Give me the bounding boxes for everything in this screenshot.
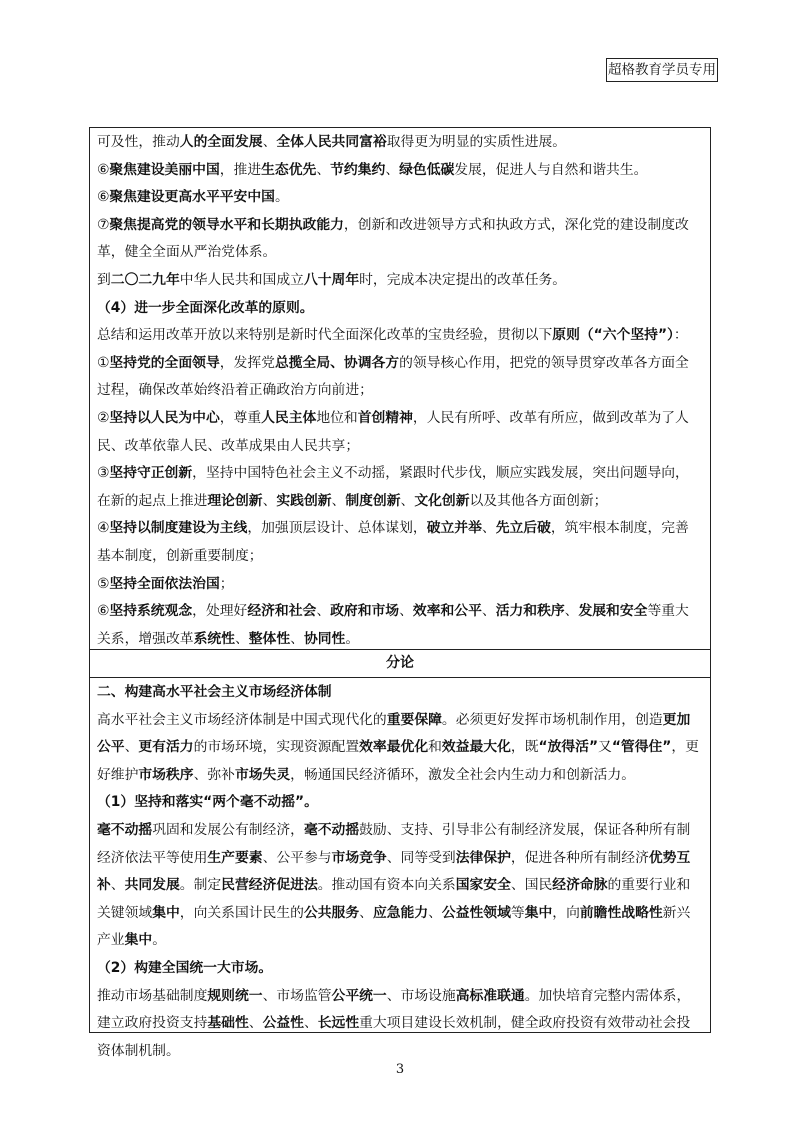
body-text: ，处理好 xyxy=(192,603,248,620)
body-text: 和 xyxy=(428,739,442,756)
body-text: 。推动国有资本向关系 xyxy=(317,877,456,894)
body-text: 的重要行业和关键领域 xyxy=(97,877,691,921)
emphasis-text: 更有活力 xyxy=(138,739,194,756)
emphasis-text: 坚持全面依法治国 xyxy=(109,575,220,592)
document-stamp: 超格教育学员专用 xyxy=(606,58,718,82)
body-text: 、 xyxy=(234,630,249,647)
emphasis-text: 生产要素 xyxy=(207,849,263,866)
body-text: ，坚持中国特色社会主义不动摇，紧跟时代步伐，顺应实践发展，突出问题导向，在新的起点上推进 xyxy=(97,465,689,509)
emphasis-text: 共同发展 xyxy=(124,877,180,894)
paragraph xyxy=(97,571,702,599)
emphasis-text: （4）进一步全面深化改革的原则。 xyxy=(97,299,314,316)
paragraph xyxy=(97,295,702,323)
body-text: 、国民 xyxy=(510,877,553,894)
body-text: 等重大关系，增强改革 xyxy=(97,603,689,647)
emphasis-text: 长远性 xyxy=(317,1015,360,1032)
body-text: 。必须更好发挥市场机制作用，创造 xyxy=(441,711,663,728)
body-text: ，向 xyxy=(552,904,580,921)
emphasis-text: 市场秩序 xyxy=(138,766,194,783)
emphasis-text: 经济和社会 xyxy=(247,603,317,620)
emphasis-text: 集中 xyxy=(524,904,553,921)
paragraph xyxy=(97,679,702,707)
emphasis-text: 实践创新 xyxy=(276,492,332,509)
emphasis-text: 效率最优化 xyxy=(359,739,429,756)
body-text: 、 xyxy=(331,492,346,509)
body-text: 的市场环境，实现资源配置 xyxy=(193,739,360,756)
body-text: 等 xyxy=(510,904,525,921)
paragraph xyxy=(97,350,702,405)
body-text: ，推进 xyxy=(219,161,262,178)
body-text: 、 xyxy=(481,603,496,620)
body-text: 、 xyxy=(316,161,331,178)
emphasis-text: 聚焦提高党的领导水平和长期执政能力 xyxy=(109,216,344,233)
emphasis-text: 坚持以制度建设为主线 xyxy=(109,520,248,537)
body-text: ，加强顶层设计、总体谋划， xyxy=(247,520,427,537)
body-text: 推动市场基础制度 xyxy=(97,987,208,1004)
paragraph xyxy=(97,212,702,267)
emphasis-text: 先立后破 xyxy=(495,520,551,537)
emphasis-text: 文化创新 xyxy=(414,492,470,509)
emphasis-text: 毫不动摇 xyxy=(97,821,153,838)
paragraph xyxy=(97,707,702,790)
emphasis-text: 二、构建高水平社会主义市场经济体制 xyxy=(97,684,332,700)
emphasis-text: 公共服务 xyxy=(303,904,360,921)
paragraph xyxy=(97,405,702,460)
body-text: 又 xyxy=(598,739,612,756)
emphasis-text: 人民主体 xyxy=(261,409,317,426)
emphasis-text: 重要保障 xyxy=(386,711,442,728)
paragraph xyxy=(97,460,702,515)
emphasis-text: 坚持党的全面领导 xyxy=(109,354,220,371)
body-text: ，向关系国计民生的 xyxy=(179,904,304,921)
emphasis-text: 总揽全局、协调各方 xyxy=(274,354,400,371)
emphasis-text: 坚持系统观念 xyxy=(109,603,193,620)
emphasis-text: 发展和安全 xyxy=(578,603,648,620)
section-detailed-text xyxy=(90,678,710,1065)
body-text: 。 xyxy=(274,189,289,206)
body-text: ，尊重 xyxy=(219,409,262,426)
body-text: 。加快培育完整内需体系，建立政府投资支持 xyxy=(97,987,691,1032)
body-text: 、同等受到 xyxy=(386,849,456,866)
body-text: 、 xyxy=(262,134,277,150)
body-text: 、 xyxy=(428,904,442,921)
body-text: 、 xyxy=(290,630,304,647)
body-text: 、 xyxy=(316,603,331,620)
emphasis-text: 集中 xyxy=(124,932,153,949)
body-text: 取得更为明显的实质性进展。 xyxy=(386,134,567,150)
emphasis-text: 民营经济促进法 xyxy=(221,877,318,894)
emphasis-text: 公益性领域 xyxy=(441,904,511,921)
body-text: ⑥ xyxy=(97,189,110,206)
emphasis-text: 基础性 xyxy=(207,1015,249,1032)
body-text: ，创新和改进领导方式和执政方式，深化党的建设制度改革，健全全面从严治党体系。 xyxy=(97,216,689,261)
body-text: 、 xyxy=(481,520,496,537)
section-general-text xyxy=(90,128,710,653)
body-text: 。制定 xyxy=(179,877,222,894)
emphasis-text: 经济命脉 xyxy=(552,877,608,894)
emphasis-text: 八十周年 xyxy=(303,271,360,288)
paragraph xyxy=(97,322,702,350)
emphasis-text: （1）坚持和落实“两个毫不动摇”。 xyxy=(97,794,318,811)
emphasis-text: 节约集约 xyxy=(330,161,386,178)
body-text: ⑤ xyxy=(97,575,110,592)
paragraph xyxy=(97,983,702,1066)
body-text: 以及其他各方面创新； xyxy=(469,492,608,509)
body-text: 时，完成本决定提出的改革任务。 xyxy=(359,271,567,288)
emphasis-text: “放得活” xyxy=(538,739,599,756)
emphasis-text: 人的全面发展 xyxy=(179,134,263,150)
emphasis-text: 系统性 xyxy=(193,630,235,647)
paragraph xyxy=(97,157,702,185)
emphasis-text: 协同性 xyxy=(303,630,346,647)
emphasis-text: 原则（“六个坚持”） xyxy=(552,327,674,344)
body-text: 、 xyxy=(110,877,125,894)
emphasis-text: 全体人民共同富裕 xyxy=(276,134,387,150)
page-number: 3 xyxy=(395,1062,405,1077)
body-text: 、公平参与 xyxy=(262,849,332,866)
body-text: ⑥ xyxy=(97,603,110,620)
emphasis-text: 高标准联通 xyxy=(455,987,525,1004)
body-text: ，人民有所呼、改革有所应，做到改革为了人民、改革依靠人民、改革成果由人民共享； xyxy=(97,409,689,454)
body-text: 。 xyxy=(345,630,360,647)
paragraph xyxy=(97,515,702,570)
emphasis-text: 市场失灵 xyxy=(234,766,291,783)
body-text: ，畅通国民经济循环，激发全社会内生动力和创新活力。 xyxy=(290,766,636,783)
emphasis-text: 制度创新 xyxy=(345,492,401,509)
emphasis-text: 坚持以人民为中心 xyxy=(109,409,220,426)
emphasis-text: 前瞻性战略性 xyxy=(579,904,663,921)
body-text: ； xyxy=(219,575,234,592)
emphasis-text: 效率和公平 xyxy=(412,603,482,620)
emphasis-text: 优势互补 xyxy=(97,849,691,894)
body-text: ，既 xyxy=(510,739,539,756)
emphasis-text: 规则统一 xyxy=(207,987,263,1004)
paragraph xyxy=(97,817,702,955)
body-text: 地位和 xyxy=(316,409,358,426)
emphasis-text: 集中 xyxy=(152,904,180,921)
emphasis-text: 绿色低碳 xyxy=(399,161,455,178)
emphasis-text: 应急能力 xyxy=(372,904,429,921)
body-text: ⑥ xyxy=(97,161,110,178)
body-text: 、 xyxy=(303,1015,318,1032)
emphasis-text: 整体性 xyxy=(248,630,291,647)
emphasis-text: 理论创新 xyxy=(207,492,263,509)
body-text: 、市场监管 xyxy=(262,987,332,1004)
body-text: 中华人民共和国成立 xyxy=(179,271,304,288)
emphasis-text: 市场竞争 xyxy=(331,849,387,866)
paragraph xyxy=(97,129,702,157)
emphasis-text: 聚焦建设美丽中国 xyxy=(109,161,220,178)
section-detailed xyxy=(90,678,710,1059)
body-text: 、 xyxy=(124,739,139,756)
emphasis-text: 坚持守正创新 xyxy=(109,465,193,482)
body-text: ： xyxy=(673,327,688,344)
body-text: 发展，促进人与自然和谐共生。 xyxy=(454,161,648,178)
body-text: 鼓励、支持、引导非公有制经济发展，保证各种所有制经济依法平等使用 xyxy=(97,821,691,866)
body-text: ，发挥党 xyxy=(219,354,275,371)
body-text: 、 xyxy=(399,603,413,620)
body-text: 、市场设施 xyxy=(386,987,456,1004)
body-text: 、 xyxy=(385,161,400,178)
body-text: 新兴产业 xyxy=(97,904,691,949)
paragraph xyxy=(97,789,702,817)
body-text: ④ xyxy=(97,520,110,537)
paragraph xyxy=(97,184,702,212)
body-text: ⑦ xyxy=(97,216,110,233)
body-text: 高水平社会主义市场经济体制是中国式现代化的 xyxy=(97,711,387,728)
body-text: ，更好维护 xyxy=(97,739,699,783)
body-text: 总结和运用改革开放以来特别是新时代全面深化改革的宝贵经验，贯彻以下 xyxy=(97,327,553,344)
emphasis-text: 活力和秩序 xyxy=(495,603,565,620)
content-table xyxy=(89,127,711,1059)
emphasis-text: “管得住” xyxy=(611,739,672,756)
body-text: 、 xyxy=(248,1015,263,1032)
body-text: 、 xyxy=(564,603,579,620)
body-text: 。 xyxy=(152,932,166,949)
emphasis-text: 国家安全 xyxy=(455,877,511,894)
emphasis-text: 公平统一 xyxy=(331,987,387,1004)
emphasis-text: 破立并举 xyxy=(426,520,482,537)
body-text: 、 xyxy=(262,492,277,509)
paragraph xyxy=(97,955,702,983)
body-text: ③ xyxy=(97,465,110,482)
paragraph xyxy=(97,267,702,295)
body-text: ② xyxy=(97,409,110,426)
body-text: 、 xyxy=(359,904,373,921)
emphasis-text: （2）构建全国统一大市场。 xyxy=(97,959,273,976)
emphasis-text: 二〇二九年 xyxy=(110,271,180,288)
section-general xyxy=(90,128,710,649)
emphasis-text: 政府和市场 xyxy=(330,603,400,620)
body-text: 到 xyxy=(97,271,111,288)
emphasis-text: 生态优先 xyxy=(261,161,317,178)
body-text: 、 xyxy=(400,492,415,509)
section-header: 分论 xyxy=(90,649,710,678)
emphasis-text: 首创精神 xyxy=(357,409,413,426)
body-text: 重大项目建设长效机制，健全政府投资有效带动社会投资体制机制。 xyxy=(97,1015,691,1059)
emphasis-text: 法律保护 xyxy=(455,849,511,866)
body-text: ，促进各种所有制经济 xyxy=(510,849,649,866)
body-text: 可及性，推动 xyxy=(97,134,180,150)
body-text: ① xyxy=(97,354,110,371)
emphasis-text: 效益最大化 xyxy=(441,739,511,756)
paragraph xyxy=(97,598,702,653)
body-text: 巩固和发展公有制经济， xyxy=(152,821,304,838)
emphasis-text: 更加公平 xyxy=(97,711,691,756)
body-text: ，筑牢根本制度，完善基本制度，创新重要制度； xyxy=(97,520,689,564)
emphasis-text: 聚焦建设更高水平平安中国 xyxy=(109,189,275,206)
emphasis-text: 毫不动摇 xyxy=(303,821,360,838)
emphasis-text: 公益性 xyxy=(262,1015,304,1032)
body-text: 、弥补 xyxy=(193,766,235,783)
body-text: 的领导核心作用，把党的领导贯穿改革各方面全过程，确保改革始终沿着正确政治方向前进； xyxy=(97,354,689,399)
